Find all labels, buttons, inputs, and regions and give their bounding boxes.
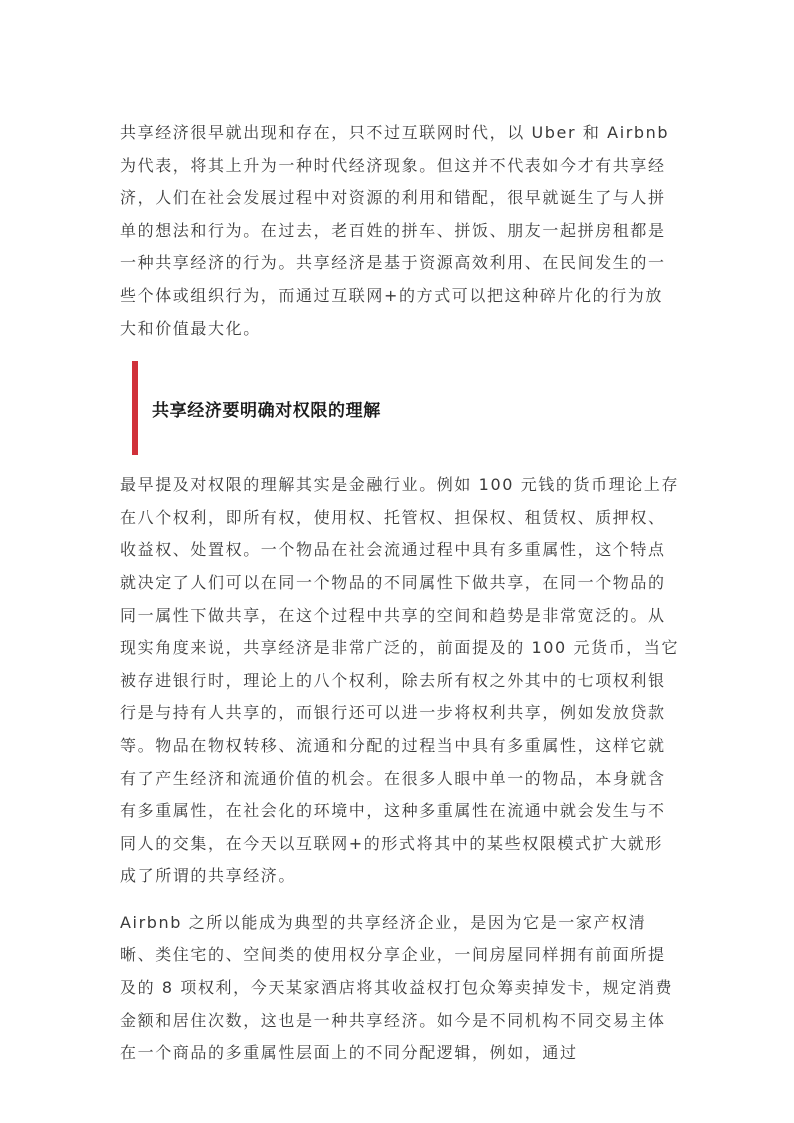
heading-accent-bar (132, 361, 138, 455)
section-heading-text: 共享经济要明确对权限的理解 (152, 400, 381, 421)
paragraph-2: 最早提及对权限的理解其实是金融行业。例如 100 元钱的货币理论上存在八个权利，即所有权，使用权、托管权、担保权、租赁权、质押权、收益权、处置权。一个物品在社会流通过程中具有多重属性，这个特点就决定了人们可以在同一个物品的不同属性下做共享，在同一个物品的同一属性下做共享，在这个过程中共享的空间和趋势是非常宽泛的。从现实角度来说，共享经济是非常广泛的，前面提及的 100 元货币，当它被存进银行时，理论上的八个权利，除去所有权之外其中的七项权利银行是与持有人共享的，而银行还可以进一步将权利共享，例如发放贷款等。物品在物权转移、流通和分配的过程当中具有多重属性，这样它就有了产生经济和流通价值的机会。在很多人眼中单一的物品，本身就含有多重属性，在社会化的环境中，这种多重属性在流通中就会发生与不同人的交集，在今天以互联网+的形式将其中的某些权限模式扩大就形成了所谓的共享经济。 (120, 475, 680, 886)
document-page (120, 117, 680, 1070)
paragraph-1: 共享经济很早就出现和存在，只不过互联网时代，以 Uber 和 Airbnb 为代表，将其上升为一种时代经济现象。但这并不代表如今才有共享经济，人们在社会发展过程中对资源的利用和错配，很早就诞生了与人拼单的想法和行为。在过去，老百姓的拼车、拼饭、朋友一起拼房租都是一种共享经济的行为。共享经济是基于资源高效利用、在民间发生的一些个体或组织行为，而通过互联网+的方式可以把这种碎片化的行为放大和价值最大化。 (120, 123, 670, 338)
section-heading (132, 361, 680, 455)
paragraph-3: Airbnb 之所以能成为典型的共享经济企业，是因为它是一家产权清晰、类住宅的、空间类的使用权分享企业，一间房屋同样拥有前面所提及的 8 项权利，今天某家酒店将其收益权打包众筹卖掉发卡，规定消费金额和居住次数，这也是一种共享经济。如今是不同机构不同交易主体在一个商品的多重属性层面上的不同分配逻辑，例如，通过 (120, 912, 674, 1063)
